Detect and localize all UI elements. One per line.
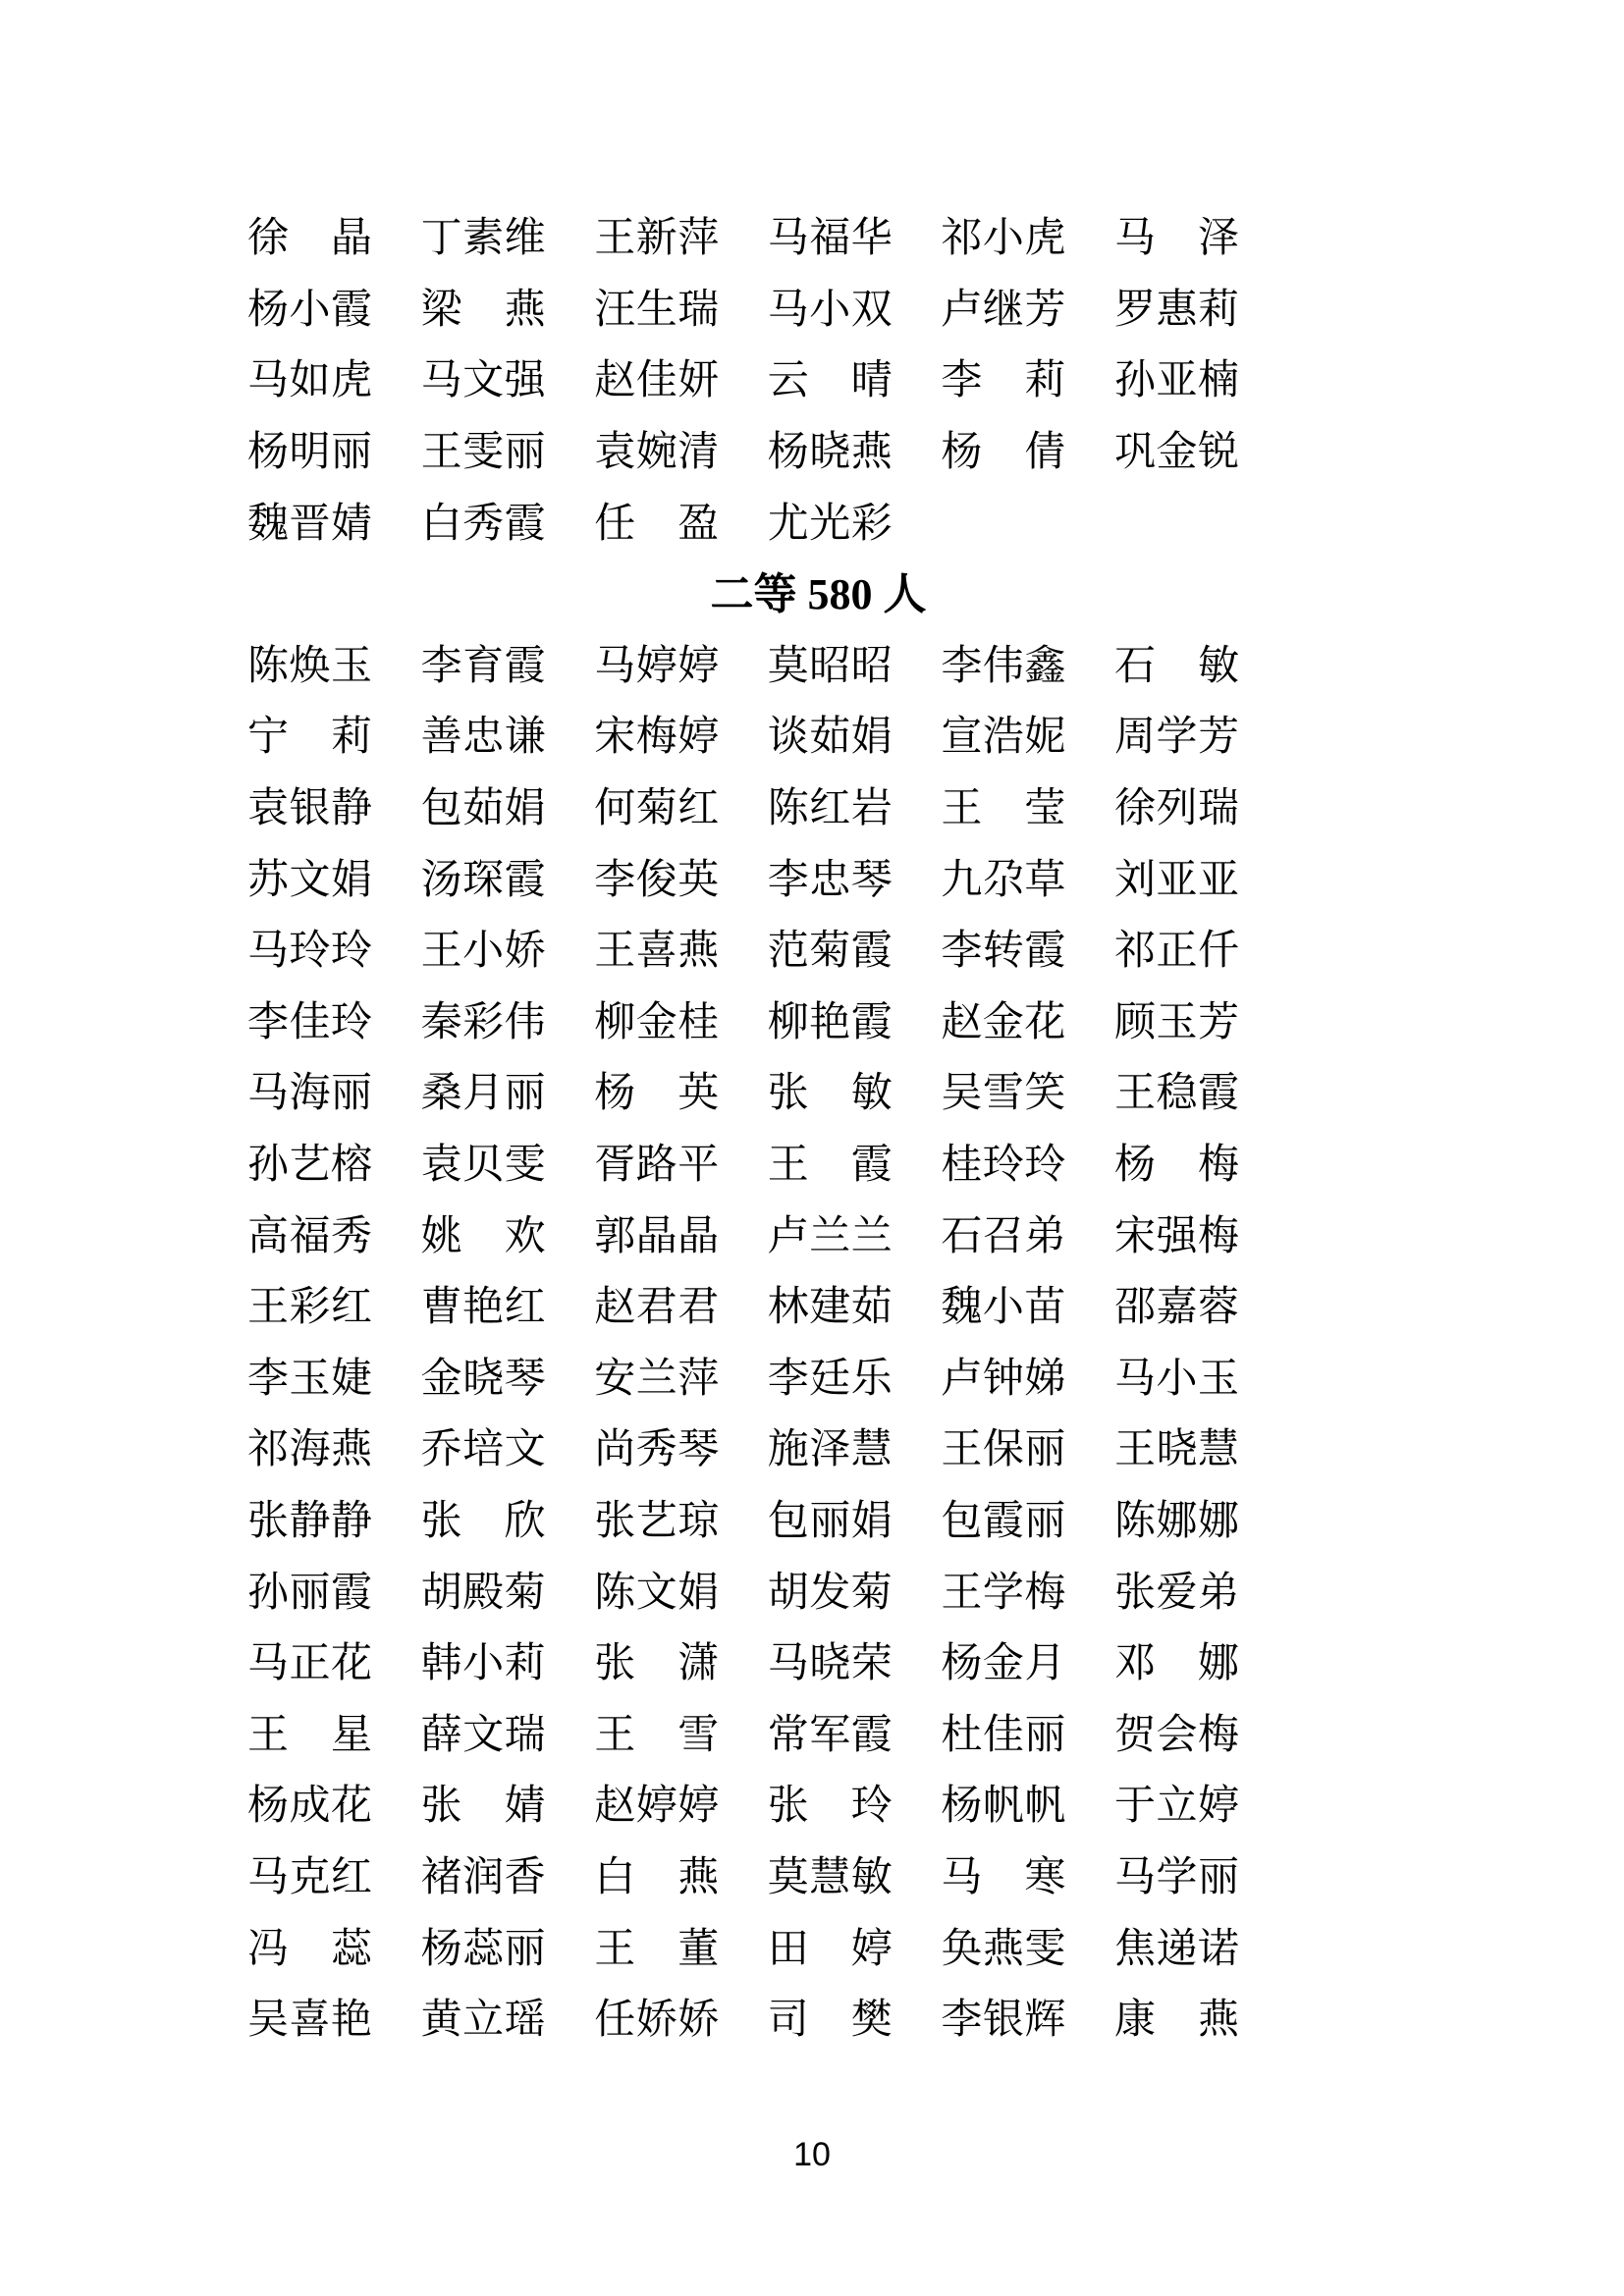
person-name: 宁 莉	[247, 715, 373, 761]
person-name: 马学丽	[1113, 1854, 1240, 1900]
person-name: 包丽娟	[767, 1498, 893, 1544]
person-name: 李育霞	[420, 643, 547, 689]
person-name: 王小娇	[420, 929, 547, 975]
person-name: 王 董	[594, 1926, 720, 1972]
person-name: 李俊英	[594, 857, 720, 903]
person-name: 陈焕玉	[247, 643, 373, 689]
person-name: 张 敏	[767, 1071, 893, 1117]
person-name: 徐列瑞	[1113, 786, 1240, 832]
name-row	[247, 1058, 1242, 1130]
page-number: 10	[793, 2136, 831, 2173]
person-name: 谈茹娟	[767, 715, 893, 761]
person-name: 田 婷	[767, 1926, 893, 1972]
name-row	[247, 1699, 1242, 1771]
person-name: 九尕草	[941, 857, 1066, 903]
person-name: 马福华	[767, 216, 893, 262]
person-name: 徐 晶	[247, 216, 373, 262]
person-name: 祁海燕	[247, 1427, 373, 1473]
person-name: 魏小苗	[941, 1285, 1066, 1331]
person-name: 巩金锐	[1113, 430, 1240, 476]
person-name: 祁正仟	[1113, 929, 1240, 975]
person-name: 尤光彩	[767, 501, 893, 547]
name-row	[247, 488, 1242, 560]
person-name: 韩小莉	[420, 1641, 547, 1687]
person-name: 黄立瑶	[420, 1998, 547, 2044]
person-name: 王喜燕	[594, 929, 720, 975]
person-name: 马婷婷	[594, 643, 720, 689]
person-name: 李佳玲	[247, 999, 373, 1045]
person-name: 高福秀	[247, 1213, 373, 1259]
person-name: 包霞丽	[941, 1498, 1066, 1544]
person-name: 马 寒	[941, 1854, 1066, 1900]
person-name: 李转霞	[941, 929, 1066, 975]
person-name: 桑月丽	[420, 1071, 547, 1117]
person-name: 马克红	[247, 1854, 373, 1900]
person-name: 孙艺榕	[247, 1143, 373, 1189]
person-name: 张 玲	[767, 1784, 893, 1830]
person-name: 马文强	[420, 358, 547, 404]
person-name: 李廷乐	[767, 1356, 893, 1402]
person-name: 汤琛霞	[420, 857, 547, 903]
name-row	[247, 1985, 1242, 2056]
person-name: 张 婧	[420, 1784, 547, 1830]
person-name: 赵婷婷	[594, 1784, 720, 1830]
name-row	[247, 988, 1242, 1059]
person-name: 王 莹	[941, 786, 1066, 832]
person-name: 何菊红	[594, 786, 720, 832]
person-name: 贺会梅	[1113, 1712, 1240, 1758]
name-row	[247, 346, 1242, 417]
person-name: 王稳霞	[1113, 1071, 1240, 1117]
person-name: 杜佳丽	[941, 1712, 1066, 1758]
person-name: 林建茹	[767, 1285, 893, 1331]
person-name: 王学梅	[941, 1570, 1066, 1616]
person-name: 杨金月	[941, 1641, 1066, 1687]
person-name: 杨明丽	[247, 430, 373, 476]
name-grid-section-1	[247, 203, 1242, 560]
person-name: 杨成花	[247, 1784, 373, 1830]
person-name: 卢兰兰	[767, 1213, 893, 1259]
person-name: 李玉婕	[247, 1356, 373, 1402]
person-name: 王 霞	[767, 1143, 893, 1189]
name-list-content	[247, 203, 1242, 2056]
name-row	[247, 1771, 1242, 1842]
name-row	[247, 631, 1242, 703]
person-name: 王晓慧	[1113, 1427, 1240, 1473]
person-name: 王保丽	[941, 1427, 1066, 1473]
person-name: 陈娜娜	[1113, 1498, 1240, 1544]
person-name: 柳艳霞	[767, 999, 893, 1045]
person-name: 王 星	[247, 1712, 373, 1758]
section-heading-text: 二等 580 人	[710, 570, 927, 619]
person-name: 卢继芳	[941, 287, 1066, 333]
person-name: 苏文娟	[247, 857, 373, 903]
person-name: 奂燕雯	[941, 1926, 1066, 1972]
person-name: 罗惠莉	[1113, 287, 1240, 333]
person-name: 王新萍	[594, 216, 720, 262]
person-name: 马 泽	[1113, 216, 1240, 262]
person-name: 任 盈	[594, 501, 720, 547]
person-name: 张 欣	[420, 1498, 547, 1544]
person-name: 宋梅婷	[594, 715, 720, 761]
person-name: 乔培文	[420, 1427, 547, 1473]
person-name: 袁婉清	[594, 430, 720, 476]
name-row	[247, 1201, 1242, 1272]
person-name: 杨帆帆	[941, 1784, 1066, 1830]
person-name: 赵佳妍	[594, 358, 720, 404]
name-row	[247, 1272, 1242, 1344]
person-name: 郭晶晶	[594, 1213, 720, 1259]
person-name: 云 晴	[767, 358, 893, 404]
person-name: 马小玉	[1113, 1356, 1240, 1402]
person-name: 杨 倩	[941, 430, 1066, 476]
person-name: 冯 蕊	[247, 1926, 373, 1972]
name-row	[247, 1629, 1242, 1700]
section-heading	[247, 560, 1242, 631]
person-name: 杨 英	[594, 1071, 720, 1117]
person-name: 常军霞	[767, 1712, 893, 1758]
person-name: 柳金桂	[594, 999, 720, 1045]
person-name: 胡殿菊	[420, 1570, 547, 1616]
person-name: 李忠琴	[767, 857, 893, 903]
person-name: 王 雪	[594, 1712, 720, 1758]
person-name: 张静静	[247, 1498, 373, 1544]
person-name: 汪生瑞	[594, 287, 720, 333]
person-name: 张 潇	[594, 1641, 720, 1687]
person-name: 马玲玲	[247, 929, 373, 975]
person-name: 李 莉	[941, 358, 1066, 404]
person-name: 范菊霞	[767, 929, 893, 975]
person-name: 袁银静	[247, 786, 373, 832]
person-name: 尚秀琴	[594, 1427, 720, 1473]
person-name: 祁小虎	[941, 216, 1066, 262]
person-name: 胥路平	[594, 1143, 720, 1189]
person-name: 王雯丽	[420, 430, 547, 476]
person-name: 莫昭昭	[767, 643, 893, 689]
person-name: 焦递诺	[1113, 1926, 1240, 1972]
person-name: 赵君君	[594, 1285, 720, 1331]
person-name: 吴雪笑	[941, 1071, 1066, 1117]
person-name: 安兰萍	[594, 1356, 720, 1402]
person-name: 于立婷	[1113, 1784, 1240, 1830]
person-name: 马晓荣	[767, 1641, 893, 1687]
person-name: 孙亚楠	[1113, 358, 1240, 404]
person-name: 秦彩伟	[420, 999, 547, 1045]
person-name: 善忠谦	[420, 715, 547, 761]
name-row	[247, 844, 1242, 916]
person-name: 杨晓燕	[767, 430, 893, 476]
name-row	[247, 417, 1242, 489]
person-name: 曹艳红	[420, 1285, 547, 1331]
person-name: 石 敏	[1113, 643, 1240, 689]
name-row	[247, 1913, 1242, 1985]
name-row	[247, 1842, 1242, 1914]
person-name: 褚润香	[420, 1854, 547, 1900]
person-name: 袁贝雯	[420, 1143, 547, 1189]
person-name: 邓 娜	[1113, 1641, 1240, 1687]
person-name: 邵嘉蓉	[1113, 1285, 1240, 1331]
person-name: 刘亚亚	[1113, 857, 1240, 903]
person-name: 石召弟	[941, 1213, 1066, 1259]
person-name: 包茹娟	[420, 786, 547, 832]
person-name: 周学芳	[1113, 715, 1240, 761]
person-name: 孙丽霞	[247, 1570, 373, 1616]
person-name: 顾玉芳	[1113, 999, 1240, 1045]
person-name: 宋强梅	[1113, 1213, 1240, 1259]
person-name: 桂玲玲	[941, 1143, 1066, 1189]
person-name: 金晓琴	[420, 1356, 547, 1402]
person-name: 丁素维	[420, 216, 547, 262]
name-row	[247, 1486, 1242, 1558]
person-name: 李银辉	[941, 1998, 1066, 2044]
person-name: 吴喜艳	[247, 1998, 373, 2044]
person-name: 陈文娟	[594, 1570, 720, 1616]
name-row	[247, 774, 1242, 845]
person-name: 莫慧敏	[767, 1854, 893, 1900]
person-name: 杨 梅	[1113, 1143, 1240, 1189]
person-name: 李伟鑫	[941, 643, 1066, 689]
person-name: 施泽慧	[767, 1427, 893, 1473]
name-row	[247, 1344, 1242, 1415]
name-row	[247, 916, 1242, 988]
person-name: 薛文瑞	[420, 1712, 547, 1758]
person-name: 张艺琼	[594, 1498, 720, 1544]
name-row	[247, 702, 1242, 774]
person-name: 白秀霞	[420, 501, 547, 547]
person-name: 杨蕊丽	[420, 1926, 547, 1972]
person-name: 胡发菊	[767, 1570, 893, 1616]
name-row	[247, 1415, 1242, 1486]
person-name: 梁 燕	[420, 287, 547, 333]
name-grid-section-2	[247, 631, 1242, 2056]
name-row	[247, 203, 1242, 275]
person-name: 白 燕	[594, 1854, 720, 1900]
person-name: 司 樊	[767, 1998, 893, 2044]
person-name: 康 燕	[1113, 1998, 1240, 2044]
person-name: 任娇娇	[594, 1998, 720, 2044]
person-name: 王彩红	[247, 1285, 373, 1331]
person-name: 卢钟娣	[941, 1356, 1066, 1402]
person-name: 张爱弟	[1113, 1570, 1240, 1616]
name-row	[247, 1130, 1242, 1201]
person-name: 赵金花	[941, 999, 1066, 1045]
person-name: 陈红岩	[767, 786, 893, 832]
name-row	[247, 275, 1242, 347]
name-row	[247, 1557, 1242, 1629]
person-name: 宣浩妮	[941, 715, 1066, 761]
person-name: 魏晋婧	[247, 501, 373, 547]
person-name: 马小双	[767, 287, 893, 333]
person-name: 姚 欢	[420, 1213, 547, 1259]
person-name: 马如虎	[247, 358, 373, 404]
person-name: 马海丽	[247, 1071, 373, 1117]
person-name: 马正花	[247, 1641, 373, 1687]
person-name: 杨小霞	[247, 287, 373, 333]
